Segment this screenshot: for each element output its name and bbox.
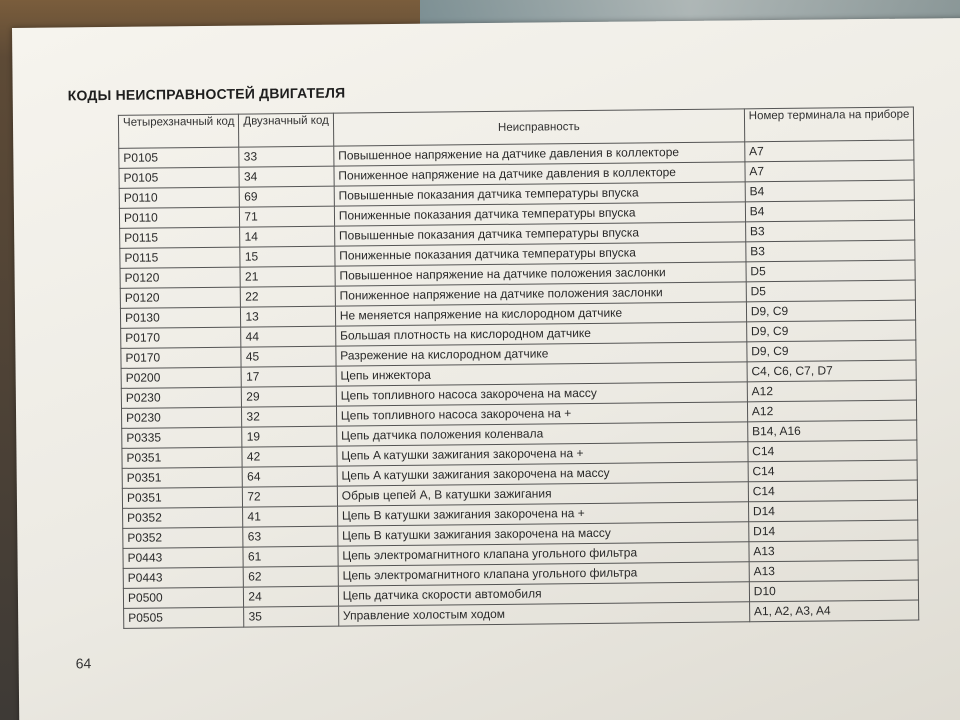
two-digit-code-cell: 42: [242, 446, 337, 467]
fault-cell: Разрежение на кислородном датчике: [336, 342, 747, 366]
terminal-cell: D10: [749, 580, 919, 602]
terminal-cell: C14: [748, 480, 918, 502]
terminal-cell: D5: [746, 280, 916, 302]
terminal-cell: B4: [745, 180, 915, 202]
two-digit-code-cell: 61: [243, 546, 338, 567]
four-digit-code-cell: P0110: [119, 207, 240, 228]
terminal-cell: B3: [745, 220, 915, 242]
fault-cell: Цепь электромагнитного клапана угольного фильтра: [338, 542, 749, 566]
terminal-cell: D14: [749, 520, 919, 542]
page-title: КОДЫ НЕИСПРАВНОСТЕЙ ДВИГАТЕЛЯ: [67, 84, 346, 104]
four-digit-code-cell: P0120: [120, 267, 241, 288]
header-two-digit-code: Двузначный код: [239, 113, 334, 147]
four-digit-code-cell: P0130: [120, 307, 241, 328]
four-digit-code-cell: P0120: [120, 287, 241, 308]
fault-cell: Цепь топливного насоса закорочена на +: [336, 402, 747, 426]
fault-cell: Повышенные показания датчика температуры впуска: [334, 222, 745, 246]
four-digit-code-cell: P0351: [122, 467, 243, 488]
fault-cell: Повышенное напряжение на датчике положения заслонки: [335, 262, 746, 286]
two-digit-code-cell: 24: [244, 586, 339, 607]
fault-cell: Цепь A катушки зажигания закорочена на массу: [337, 462, 748, 486]
two-digit-code-cell: 29: [242, 386, 337, 407]
terminal-cell: A12: [747, 400, 917, 422]
fault-cell: Цепь инжектора: [336, 362, 747, 386]
terminal-cell: D14: [748, 500, 918, 522]
fault-cell: Цепь датчика положения коленвала: [336, 422, 747, 446]
terminal-cell: B14, A16: [747, 420, 917, 442]
fault-cell: Цепь электромагнитного клапана угольного фильтра: [338, 562, 749, 586]
fault-cell: Пониженные показания датчика температуры впуска: [335, 242, 746, 266]
two-digit-code-cell: 15: [240, 246, 335, 267]
fault-cell: Пониженное напряжение на датчике положения заслонки: [335, 282, 746, 306]
two-digit-code-cell: 17: [241, 366, 336, 387]
header-four-digit-code: Четырехзначный код: [118, 114, 239, 148]
terminal-cell: D9, C9: [747, 340, 917, 362]
four-digit-code-cell: P0352: [123, 527, 244, 548]
terminal-cell: A1, A2, A3, A4: [749, 600, 919, 622]
fault-cell: Цепь A катушки зажигания закорочена на +: [337, 442, 748, 466]
page-content: [68, 79, 920, 630]
two-digit-code-cell: 41: [243, 506, 338, 527]
two-digit-code-cell: 22: [241, 286, 336, 307]
four-digit-code-cell: P0105: [119, 147, 240, 168]
terminal-cell: B4: [745, 200, 915, 222]
four-digit-code-cell: P0352: [123, 507, 244, 528]
header-terminal-number: Номер терминала на приборе: [744, 107, 914, 142]
terminal-cell: A12: [747, 380, 917, 402]
four-digit-code-cell: P0170: [121, 327, 242, 348]
two-digit-code-cell: 72: [243, 486, 338, 507]
four-digit-code-cell: P0115: [120, 227, 241, 248]
two-digit-code-cell: 32: [242, 406, 337, 427]
two-digit-code-cell: 19: [242, 426, 337, 447]
two-digit-code-cell: 34: [239, 166, 334, 187]
terminal-cell: D9, C9: [746, 300, 916, 322]
two-digit-code-cell: 21: [240, 266, 335, 287]
table-body: [119, 140, 919, 628]
fault-cell: Не меняется напряжение на кислородном датчике: [335, 302, 746, 326]
fault-cell: Пониженное напряжение на датчике давления в коллекторе: [334, 162, 745, 186]
terminal-cell: B3: [746, 240, 916, 262]
two-digit-code-cell: 14: [240, 226, 335, 247]
two-digit-code-cell: 13: [241, 306, 336, 327]
two-digit-code-cell: 64: [243, 466, 338, 487]
terminal-cell: C14: [748, 440, 918, 462]
four-digit-code-cell: P0335: [122, 427, 243, 448]
terminal-cell: D5: [746, 260, 916, 282]
book-page: [12, 18, 960, 720]
terminal-cell: C14: [748, 460, 918, 482]
fault-cell: Цепь B катушки зажигания закорочена на массу: [338, 522, 749, 546]
four-digit-code-cell: P0443: [123, 547, 244, 568]
two-digit-code-cell: 63: [243, 526, 338, 547]
two-digit-code-cell: 33: [239, 146, 334, 167]
fault-cell: Цепь датчика скорости автомобиля: [338, 582, 749, 606]
two-digit-code-cell: 69: [240, 186, 335, 207]
error-codes-table: [118, 107, 920, 629]
four-digit-code-cell: P0105: [119, 167, 240, 188]
four-digit-code-cell: P0505: [124, 607, 245, 628]
four-digit-code-cell: P0230: [121, 387, 242, 408]
terminal-cell: D9, C9: [746, 320, 916, 342]
two-digit-code-cell: 71: [240, 206, 335, 227]
fault-cell: Пониженные показания датчика температуры впуска: [334, 202, 745, 226]
four-digit-code-cell: P0443: [123, 567, 244, 588]
fault-cell: Управление холостым ходом: [338, 602, 749, 626]
four-digit-code-cell: P0110: [119, 187, 240, 208]
two-digit-code-cell: 35: [244, 606, 339, 627]
header-fault: Неисправность: [333, 109, 744, 146]
fault-cell: Большая плотность на кислородном датчике: [335, 322, 746, 346]
fault-cell: Цепь топливного насоса закорочена на массу: [336, 382, 747, 406]
terminal-cell: A7: [745, 160, 915, 182]
four-digit-code-cell: P0170: [121, 347, 242, 368]
two-digit-code-cell: 62: [244, 566, 339, 587]
terminal-cell: C4, C6, C7, D7: [747, 360, 917, 382]
four-digit-code-cell: P0351: [122, 447, 243, 468]
four-digit-code-cell: P0115: [120, 247, 241, 268]
terminal-cell: A13: [749, 560, 919, 582]
fault-cell: Повышенное напряжение на датчике давления в коллекторе: [334, 142, 745, 166]
fault-cell: Цепь B катушки зажигания закорочена на +: [337, 502, 748, 526]
four-digit-code-cell: P0230: [121, 407, 242, 428]
terminal-cell: A7: [745, 140, 915, 162]
four-digit-code-cell: P0351: [122, 487, 243, 508]
terminal-cell: A13: [749, 540, 919, 562]
four-digit-code-cell: P0500: [123, 587, 244, 608]
two-digit-code-cell: 44: [241, 326, 336, 347]
page-number: 64: [75, 655, 92, 672]
four-digit-code-cell: P0200: [121, 367, 242, 388]
two-digit-code-cell: 45: [241, 346, 336, 367]
fault-cell: Повышенные показания датчика температуры впуска: [334, 182, 745, 206]
fault-cell: Обрыв цепей A, B катушки зажигания: [337, 482, 748, 506]
